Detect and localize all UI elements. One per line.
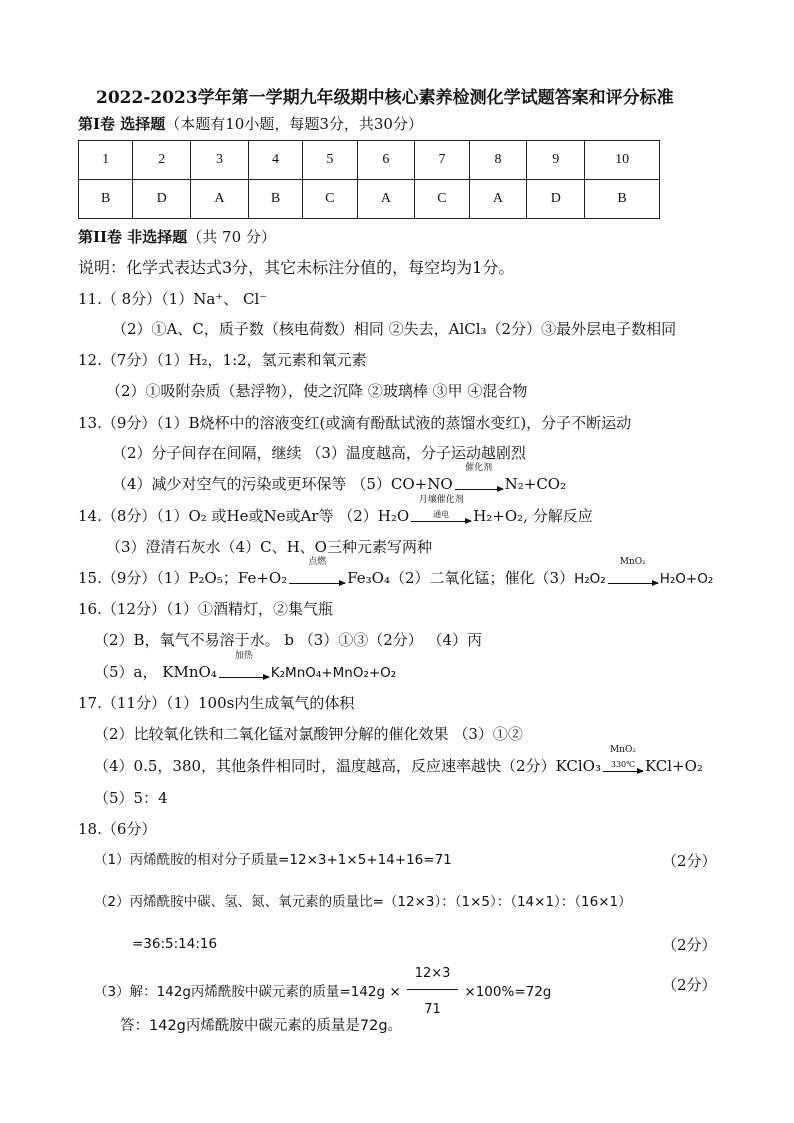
table-cell: 9 (527, 141, 585, 180)
q15-part-4: H₂O+O₂ (659, 571, 714, 587)
table-cell: B (79, 180, 133, 219)
document-title: 2022-2023学年第一学期九年级期中核心素养检测化学试题答案和评分标准 (96, 88, 674, 108)
fraction-numerator: 12×3 (407, 962, 459, 990)
q12-line-1: 12.（7分）（1）H₂，1:2，氢元素和氧元素 (78, 351, 367, 369)
table-cell: 5 (303, 141, 357, 180)
q11-line-2: （2）①A、C，质子数（核电荷数）相同 ②失去，AlCl₃（2分）③最外层电子数相同 (112, 320, 677, 338)
q12-line-2: （2）①吸附杂质（悬浮物），使之沉降 ②玻璃棒 ③甲 ④混合物 (106, 382, 528, 400)
q18-answer: 答：142g丙烯酰胺中碳元素的质量是72g。 (120, 1018, 403, 1034)
table-row-numbers (79, 141, 660, 180)
reaction-arrow (219, 651, 269, 683)
q18-heading: 18.（6分） (78, 820, 157, 838)
q18-solution-right: ×100%=72g (464, 984, 552, 1000)
q18-line-1: （1）丙烯酰胺的相对分子质量=12×3+1×5+14+16=71 (94, 852, 452, 868)
q13-line-1: 13.（9分）（1）B烧杯中的溶液变红(或滴有酚酞试液的蒸馏水变红)，分子不断运动 (78, 414, 632, 432)
reaction-arrow (603, 745, 643, 777)
arrow-condition-below: 330℃ (610, 760, 636, 769)
q18-score-3: （2分） (662, 976, 717, 994)
table-cell: 6 (357, 141, 415, 180)
table-cell: 3 (191, 141, 249, 180)
reaction-arrow (608, 557, 658, 589)
reaction-arrow (411, 495, 471, 527)
q16-equation-left: （5）a， KMnO₄ (94, 663, 217, 681)
q15-part-2: Fe₃O₄（2）二氧化锰；催化（3） (347, 569, 575, 587)
reaction-arrow (289, 557, 345, 589)
q17-line-3 (94, 745, 703, 777)
table-cell: 7 (415, 141, 469, 180)
q14-equation-left: 14.（8分）（1）O₂ 或He或Ne或Ar等 （2）H₂O (78, 507, 410, 525)
q18-solution-left: （3）解：142g丙烯酰胺中碳元素的质量=142g × (94, 984, 401, 1000)
q15-part-1: 15.（9分）（1）P₂O₅；Fe+O₂ (78, 569, 288, 587)
table-cell: D (133, 180, 191, 219)
q18-score-2: （2分） (662, 936, 717, 954)
q16-line-1: 16.（12分）（1）①酒精灯，②集气瓶 (78, 600, 333, 618)
q18-line-4 (94, 962, 551, 1022)
part1-head: 第Ⅰ卷 选择题 (78, 115, 166, 133)
reaction-arrow (455, 463, 503, 495)
arrow-condition: MnO₂ (619, 557, 646, 567)
q18-score-1: （2分） (662, 852, 717, 870)
answer-table (78, 140, 660, 219)
table-row-answers (79, 180, 660, 219)
table-cell: A (357, 180, 415, 219)
q15-part-3: H₂O₂ (574, 571, 606, 587)
fraction-denominator: 71 (424, 1002, 441, 1017)
grading-note: 说明：化学式表达式3分，其它未标注分值的，每空均为1分。 (78, 258, 515, 277)
part2-head: 第II卷 非选择题 (78, 228, 188, 246)
part1-heading (78, 114, 423, 134)
table-cell: 10 (585, 141, 660, 180)
fraction (407, 962, 459, 1022)
table-cell: B (248, 180, 302, 219)
q17-line-1: 17.（11分）（1）100s内生成氧气的体积 (78, 694, 355, 712)
arrow-condition-below: 通电 (433, 510, 450, 519)
table-cell: C (415, 180, 469, 219)
arrow-condition: 催化剂 (465, 463, 493, 473)
table-cell: B (585, 180, 660, 219)
q17-line-2: （2）比较氧化铁和二氧化锰对氯酸钾分解的催化效果 （3）①② (94, 725, 523, 743)
arrow-condition: MnO₂ (609, 745, 636, 755)
q13-equation-right: N₂+CO₂ (504, 475, 567, 493)
arrow-condition: 加热 (234, 651, 253, 661)
q14-line-2: （3）澄清石灰水（4）C、H、O三种元素写两种 (106, 538, 432, 556)
table-cell: D (527, 180, 585, 219)
table-cell: 4 (248, 141, 302, 180)
q18-line-2: （2）丙烯酰胺中碳、氢、氮、氧元素的质量比=（12×3）：（1×5）：（14×1）：（16×1） (94, 894, 632, 910)
q16-equation-right: K₂MnO₄+MnO₂+O₂ (270, 665, 397, 681)
table-cell: C (303, 180, 357, 219)
q14-equation-right: H₂+O₂, 分解反应 (473, 507, 593, 525)
q17-equation-right: KCl+O₂ (644, 757, 703, 775)
q17-line-4: （5）5：4 (94, 789, 168, 807)
q16-line-2: （2）B，氧气不易溶于水。 b （3）①③（2分） （4）丙 (94, 631, 483, 649)
q11-line-1: 11.（ 8分）（1）Na⁺、 Cl⁻ (78, 290, 268, 308)
table-cell: 1 (79, 141, 133, 180)
table-cell: A (469, 180, 527, 219)
q17-equation-left: （4）0.5，380，其他条件相同时，温度越高，反应速率越快（2分）KClO₃ (94, 757, 601, 775)
table-cell: 8 (469, 141, 527, 180)
q18-line-3: =36:5:14:16 (132, 936, 218, 952)
q13-line-3 (112, 463, 567, 495)
arrow-condition: 月壤催化剂 (418, 495, 464, 505)
part2-note: （共 70 分） (187, 228, 276, 246)
arrow-condition: 点燃 (308, 557, 327, 567)
q13-line-2: （2）分子间存在间隔，继续 （3）温度越高，分子运动越剧烈 (112, 444, 526, 462)
table-cell: A (191, 180, 249, 219)
q14-line-1 (78, 495, 593, 527)
part2-heading (78, 227, 276, 247)
q15-line-1 (78, 557, 714, 589)
part1-note: （本题有10小题，每题3分，共30分） (165, 115, 423, 133)
q16-line-3 (94, 651, 397, 683)
table-cell: 2 (133, 141, 191, 180)
q13-equation-left: （4）减少对空气的污染或更环保等 （5）CO+NO (112, 475, 453, 493)
